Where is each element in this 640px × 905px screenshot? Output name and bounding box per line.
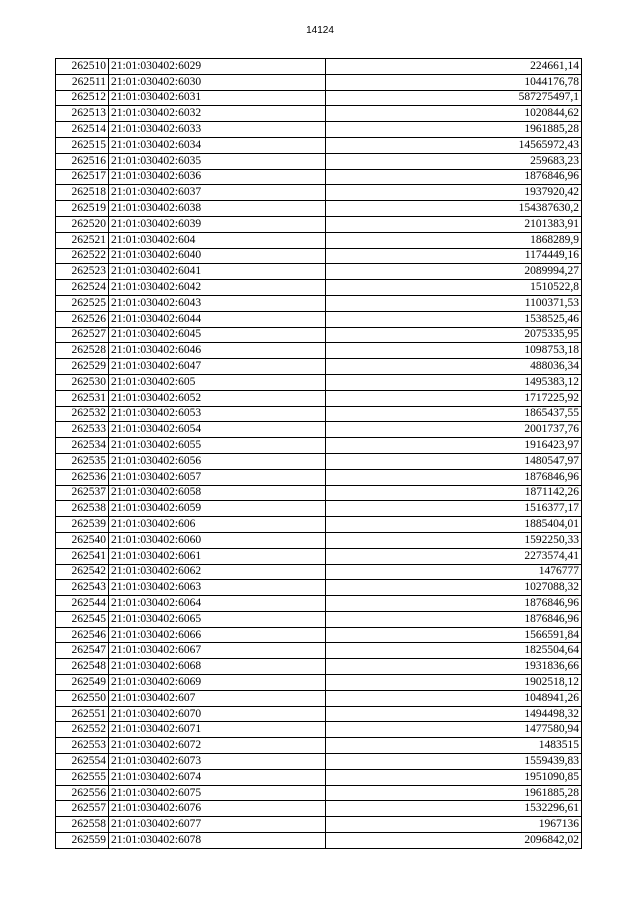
cadastral-number-cell: 21:01:030402:6034 bbox=[109, 137, 326, 153]
cadastral-number-cell: 21:01:030402:6038 bbox=[109, 201, 326, 217]
cadastral-value-cell: 1477580,94 bbox=[326, 722, 582, 738]
table-row bbox=[56, 390, 582, 406]
cadastral-number-cell: 21:01:030402:6031 bbox=[109, 90, 326, 106]
row-number-cell: 262528 bbox=[56, 343, 109, 359]
cadastral-value-cell: 1100371,53 bbox=[326, 295, 582, 311]
cadastral-number-cell: 21:01:030402:6055 bbox=[109, 438, 326, 454]
cadastral-number-cell: 21:01:030402:6066 bbox=[109, 627, 326, 643]
table-row bbox=[56, 327, 582, 343]
row-number-cell: 262549 bbox=[56, 675, 109, 691]
cadastral-number-cell: 21:01:030402:6060 bbox=[109, 532, 326, 548]
table-row bbox=[56, 90, 582, 106]
cadastral-value-cell: 1865437,55 bbox=[326, 406, 582, 422]
cadastral-value-cell: 1961885,28 bbox=[326, 785, 582, 801]
cadastral-number-cell: 21:01:030402:6045 bbox=[109, 327, 326, 343]
row-number-cell: 262515 bbox=[56, 137, 109, 153]
table-row bbox=[56, 438, 582, 454]
row-number-cell: 262526 bbox=[56, 311, 109, 327]
cadastral-number-cell: 21:01:030402:6075 bbox=[109, 785, 326, 801]
cadastral-value-cell: 1916423,97 bbox=[326, 438, 582, 454]
table-row bbox=[56, 817, 582, 833]
cadastral-value-cell: 1559439,83 bbox=[326, 754, 582, 770]
row-number-cell: 262522 bbox=[56, 248, 109, 264]
row-number-cell: 262546 bbox=[56, 627, 109, 643]
cadastral-value-cell: 1494498,32 bbox=[326, 706, 582, 722]
cadastral-value-cell: 1961885,28 bbox=[326, 122, 582, 138]
table-row bbox=[56, 580, 582, 596]
table-row bbox=[56, 137, 582, 153]
cadastral-number-cell: 21:01:030402:6046 bbox=[109, 343, 326, 359]
cadastral-number-cell: 21:01:030402:6057 bbox=[109, 469, 326, 485]
cadastral-value-cell: 1480547,97 bbox=[326, 453, 582, 469]
cadastral-number-cell: 21:01:030402:6029 bbox=[109, 59, 326, 75]
cadastral-number-cell: 21:01:030402:6069 bbox=[109, 675, 326, 691]
cadastral-number-cell: 21:01:030402:6076 bbox=[109, 801, 326, 817]
cadastral-number-cell: 21:01:030402:6054 bbox=[109, 422, 326, 438]
cadastral-value-cell: 1902518,12 bbox=[326, 675, 582, 691]
row-number-cell: 262518 bbox=[56, 185, 109, 201]
table-row bbox=[56, 74, 582, 90]
row-number-cell: 262555 bbox=[56, 769, 109, 785]
table-row bbox=[56, 627, 582, 643]
table-row bbox=[56, 311, 582, 327]
row-number-cell: 262513 bbox=[56, 106, 109, 122]
table-row bbox=[56, 738, 582, 754]
cadastral-value-cell: 2273574,41 bbox=[326, 548, 582, 564]
cadastral-number-cell: 21:01:030402:6043 bbox=[109, 295, 326, 311]
row-number-cell: 262532 bbox=[56, 406, 109, 422]
row-number-cell: 262511 bbox=[56, 74, 109, 90]
cadastral-value-cell: 1532296,61 bbox=[326, 801, 582, 817]
cadastral-value-cell: 1044176,78 bbox=[326, 74, 582, 90]
table-body bbox=[56, 59, 582, 849]
cadastral-value-cell: 1951090,85 bbox=[326, 769, 582, 785]
cadastral-number-cell: 21:01:030402:6062 bbox=[109, 564, 326, 580]
cadastral-number-cell: 21:01:030402:6052 bbox=[109, 390, 326, 406]
cadastral-value-cell: 2001737,76 bbox=[326, 422, 582, 438]
cadastral-number-cell: 21:01:030402:607 bbox=[109, 690, 326, 706]
cadastral-value-cell: 1871142,26 bbox=[326, 485, 582, 501]
cadastral-number-cell: 21:01:030402:6073 bbox=[109, 754, 326, 770]
cadastral-number-cell: 21:01:030402:6077 bbox=[109, 817, 326, 833]
cadastral-number-cell: 21:01:030402:6042 bbox=[109, 280, 326, 296]
cadastral-value-cell: 1174449,16 bbox=[326, 248, 582, 264]
cadastral-number-cell: 21:01:030402:6065 bbox=[109, 611, 326, 627]
table-row bbox=[56, 754, 582, 770]
cadastral-number-cell: 21:01:030402:6064 bbox=[109, 596, 326, 612]
cadastral-number-cell: 21:01:030402:6071 bbox=[109, 722, 326, 738]
table-row bbox=[56, 564, 582, 580]
table-row bbox=[56, 801, 582, 817]
row-number-cell: 262541 bbox=[56, 548, 109, 564]
table-row bbox=[56, 359, 582, 375]
table-row bbox=[56, 485, 582, 501]
row-number-cell: 262520 bbox=[56, 216, 109, 232]
table-row bbox=[56, 280, 582, 296]
row-number-cell: 262559 bbox=[56, 833, 109, 849]
row-number-cell: 262519 bbox=[56, 201, 109, 217]
cadastral-number-cell: 21:01:030402:605 bbox=[109, 374, 326, 390]
row-number-cell: 262548 bbox=[56, 659, 109, 675]
table-row bbox=[56, 248, 582, 264]
table-row bbox=[56, 343, 582, 359]
cadastral-number-cell: 21:01:030402:6072 bbox=[109, 738, 326, 754]
row-number-cell: 262535 bbox=[56, 453, 109, 469]
table-row bbox=[56, 690, 582, 706]
row-number-cell: 262542 bbox=[56, 564, 109, 580]
cadastral-value-cell: 1885404,01 bbox=[326, 517, 582, 533]
table-row bbox=[56, 611, 582, 627]
row-number-cell: 262557 bbox=[56, 801, 109, 817]
row-number-cell: 262556 bbox=[56, 785, 109, 801]
table-row bbox=[56, 406, 582, 422]
table-row bbox=[56, 122, 582, 138]
cadastral-value-cell: 2096842,02 bbox=[326, 833, 582, 849]
cadastral-value-cell: 2075335,95 bbox=[326, 327, 582, 343]
table-row bbox=[56, 517, 582, 533]
cadastral-value-cell: 259683,23 bbox=[326, 153, 582, 169]
cadastral-value-cell: 2089994,27 bbox=[326, 264, 582, 280]
cadastral-value-cell: 1048941,26 bbox=[326, 690, 582, 706]
row-number-cell: 262533 bbox=[56, 422, 109, 438]
table-row bbox=[56, 264, 582, 280]
cadastral-number-cell: 21:01:030402:6036 bbox=[109, 169, 326, 185]
table-row bbox=[56, 722, 582, 738]
cadastral-value-cell: 1510522,8 bbox=[326, 280, 582, 296]
cadastral-number-cell: 21:01:030402:604 bbox=[109, 232, 326, 248]
row-number-cell: 262558 bbox=[56, 817, 109, 833]
table-row bbox=[56, 548, 582, 564]
cadastral-value-cell: 1538525,46 bbox=[326, 311, 582, 327]
row-number-cell: 262537 bbox=[56, 485, 109, 501]
cadastral-number-cell: 21:01:030402:6061 bbox=[109, 548, 326, 564]
row-number-cell: 262550 bbox=[56, 690, 109, 706]
cadastral-value-cell: 1098753,18 bbox=[326, 343, 582, 359]
table-row bbox=[56, 706, 582, 722]
table-row bbox=[56, 659, 582, 675]
table-row bbox=[56, 453, 582, 469]
row-number-cell: 262539 bbox=[56, 517, 109, 533]
cadastral-number-cell: 21:01:030402:6056 bbox=[109, 453, 326, 469]
table-row bbox=[56, 59, 582, 75]
row-number-cell: 262551 bbox=[56, 706, 109, 722]
cadastral-value-cell: 1931836,66 bbox=[326, 659, 582, 675]
row-number-cell: 262523 bbox=[56, 264, 109, 280]
table-row bbox=[56, 295, 582, 311]
row-number-cell: 262529 bbox=[56, 359, 109, 375]
row-number-cell: 262545 bbox=[56, 611, 109, 627]
cadastral-number-cell: 21:01:030402:6040 bbox=[109, 248, 326, 264]
table-row bbox=[56, 833, 582, 849]
row-number-cell: 262516 bbox=[56, 153, 109, 169]
cadastral-number-cell: 21:01:030402:6068 bbox=[109, 659, 326, 675]
cadastral-number-cell: 21:01:030402:6053 bbox=[109, 406, 326, 422]
cadastral-value-cell: 1876846,96 bbox=[326, 469, 582, 485]
table-row bbox=[56, 643, 582, 659]
row-number-cell: 262538 bbox=[56, 501, 109, 517]
row-number-cell: 262527 bbox=[56, 327, 109, 343]
row-number-cell: 262544 bbox=[56, 596, 109, 612]
cadastral-value-cell: 1483515 bbox=[326, 738, 582, 754]
table-row bbox=[56, 469, 582, 485]
cadastral-value-cell: 1476777 bbox=[326, 564, 582, 580]
row-number-cell: 262536 bbox=[56, 469, 109, 485]
cadastral-number-cell: 21:01:030402:6030 bbox=[109, 74, 326, 90]
cadastral-number-cell: 21:01:030402:6058 bbox=[109, 485, 326, 501]
cadastral-value-cell: 1495383,12 bbox=[326, 374, 582, 390]
row-number-cell: 262543 bbox=[56, 580, 109, 596]
cadastral-value-cell: 1566591,84 bbox=[326, 627, 582, 643]
table-row bbox=[56, 232, 582, 248]
cadastral-number-cell: 21:01:030402:6074 bbox=[109, 769, 326, 785]
cadastral-value-cell: 1027088,32 bbox=[326, 580, 582, 596]
cadastral-number-cell: 21:01:030402:6037 bbox=[109, 185, 326, 201]
cadastral-value-cell: 587275497,1 bbox=[326, 90, 582, 106]
cadastral-value-cell: 1825504,64 bbox=[326, 643, 582, 659]
cadastral-number-cell: 21:01:030402:6047 bbox=[109, 359, 326, 375]
cadastral-number-cell: 21:01:030402:6063 bbox=[109, 580, 326, 596]
row-number-cell: 262510 bbox=[56, 59, 109, 75]
cadastral-number-cell: 21:01:030402:6035 bbox=[109, 153, 326, 169]
table-row bbox=[56, 422, 582, 438]
cadastral-value-cell: 14565972,43 bbox=[326, 137, 582, 153]
table-row bbox=[56, 106, 582, 122]
cadastral-number-cell: 21:01:030402:6078 bbox=[109, 833, 326, 849]
cadastral-number-cell: 21:01:030402:606 bbox=[109, 517, 326, 533]
cadastral-value-cell: 1937920,42 bbox=[326, 185, 582, 201]
cadastral-value-cell: 488036,34 bbox=[326, 359, 582, 375]
row-number-cell: 262512 bbox=[56, 90, 109, 106]
table-row bbox=[56, 675, 582, 691]
cadastral-value-cell: 1876846,96 bbox=[326, 596, 582, 612]
row-number-cell: 262530 bbox=[56, 374, 109, 390]
cadastral-value-cell: 1876846,96 bbox=[326, 611, 582, 627]
cadastral-value-cell: 1020844,62 bbox=[326, 106, 582, 122]
row-number-cell: 262517 bbox=[56, 169, 109, 185]
table-row bbox=[56, 501, 582, 517]
page-number: 14124 bbox=[306, 25, 334, 36]
table-row bbox=[56, 596, 582, 612]
cadastral-number-cell: 21:01:030402:6059 bbox=[109, 501, 326, 517]
table-row bbox=[56, 185, 582, 201]
cadastral-number-cell: 21:01:030402:6070 bbox=[109, 706, 326, 722]
row-number-cell: 262554 bbox=[56, 754, 109, 770]
cadastral-value-cell: 1592250,33 bbox=[326, 532, 582, 548]
table-row bbox=[56, 153, 582, 169]
row-number-cell: 262553 bbox=[56, 738, 109, 754]
row-number-cell: 262531 bbox=[56, 390, 109, 406]
row-number-cell: 262524 bbox=[56, 280, 109, 296]
table-row bbox=[56, 216, 582, 232]
table-row bbox=[56, 532, 582, 548]
cadastral-value-cell: 1516377,17 bbox=[326, 501, 582, 517]
cadastral-number-cell: 21:01:030402:6039 bbox=[109, 216, 326, 232]
cadastral-number-cell: 21:01:030402:6067 bbox=[109, 643, 326, 659]
cadastral-number-cell: 21:01:030402:6044 bbox=[109, 311, 326, 327]
cadastral-value-cell: 154387630,2 bbox=[326, 201, 582, 217]
row-number-cell: 262552 bbox=[56, 722, 109, 738]
cadastral-number-cell: 21:01:030402:6041 bbox=[109, 264, 326, 280]
row-number-cell: 262525 bbox=[56, 295, 109, 311]
cadastral-value-cell: 1717225,92 bbox=[326, 390, 582, 406]
table-row bbox=[56, 169, 582, 185]
row-number-cell: 262514 bbox=[56, 122, 109, 138]
cadastral-value-table bbox=[55, 58, 582, 849]
cadastral-value-cell: 224661,14 bbox=[326, 59, 582, 75]
table-row bbox=[56, 769, 582, 785]
cadastral-number-cell: 21:01:030402:6033 bbox=[109, 122, 326, 138]
row-number-cell: 262521 bbox=[56, 232, 109, 248]
cadastral-value-cell: 1967136 bbox=[326, 817, 582, 833]
table-row bbox=[56, 785, 582, 801]
cadastral-number-cell: 21:01:030402:6032 bbox=[109, 106, 326, 122]
table-row bbox=[56, 374, 582, 390]
row-number-cell: 262547 bbox=[56, 643, 109, 659]
row-number-cell: 262534 bbox=[56, 438, 109, 454]
table-row bbox=[56, 201, 582, 217]
cadastral-value-cell: 1876846,96 bbox=[326, 169, 582, 185]
cadastral-value-cell: 1868289,9 bbox=[326, 232, 582, 248]
row-number-cell: 262540 bbox=[56, 532, 109, 548]
cadastral-value-cell: 2101383,91 bbox=[326, 216, 582, 232]
